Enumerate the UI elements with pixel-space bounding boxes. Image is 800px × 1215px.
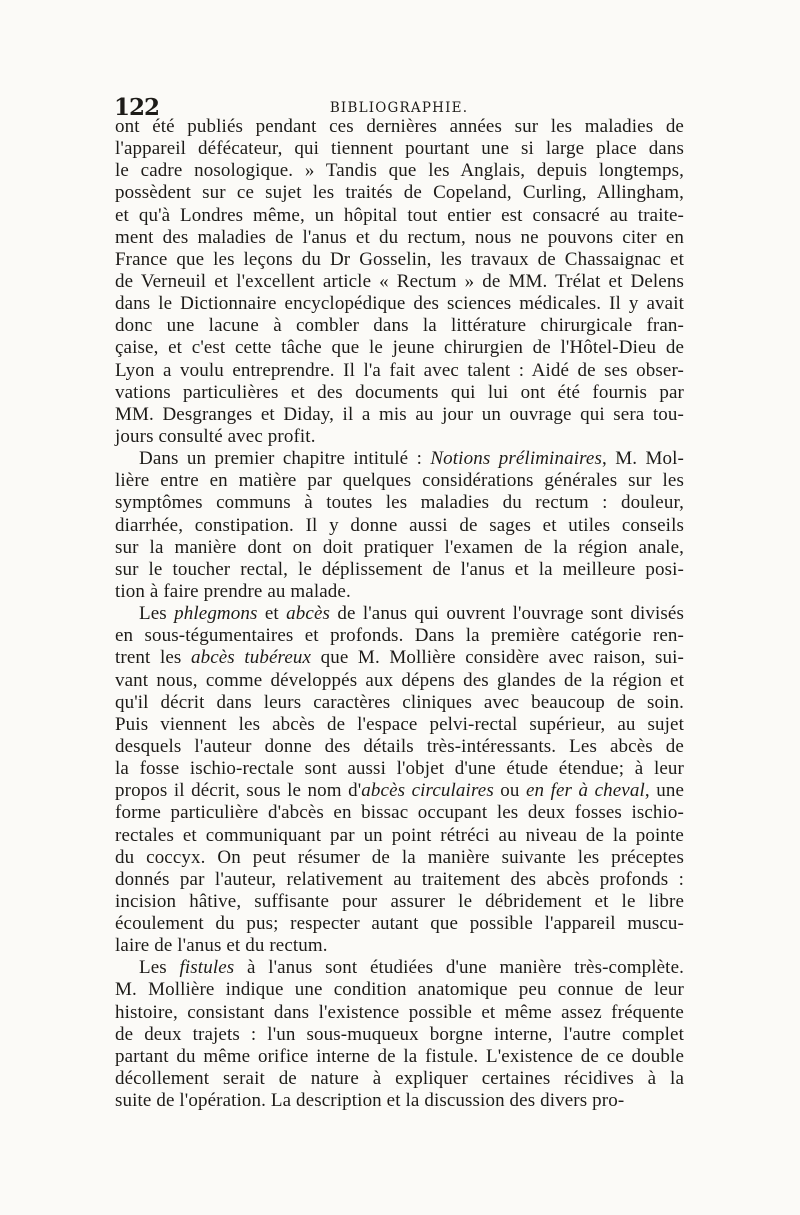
text-line xyxy=(115,802,684,824)
text-run: rectales et communiquant par un point rétréci au niveau de la pointe xyxy=(115,824,684,846)
text-run: partant du même orifice interne de la fistule. L'existence de ce double xyxy=(115,1045,684,1067)
text-run: histoire, consistant dans l'existence possible et même assez fréquente xyxy=(115,1001,684,1023)
text-run: , M. Mol- xyxy=(601,448,685,470)
text-run: du coccyx. On peut résumer de la manière suivante les préceptes xyxy=(115,846,684,868)
italic-term: fistules xyxy=(179,957,235,979)
text-line xyxy=(115,205,684,227)
text-line xyxy=(115,1024,684,1046)
text-line xyxy=(115,404,684,426)
text-line xyxy=(115,470,684,492)
text-run: à l'anus sont étudiées d'une manière très-complète. xyxy=(234,957,685,979)
text-line xyxy=(115,714,684,736)
italic-term: en fer à cheval xyxy=(525,780,645,802)
text-line xyxy=(115,249,684,271)
text-line xyxy=(115,271,684,293)
text-run: symptômes communs à toutes les maladies du rectum : douleur, xyxy=(115,492,684,514)
text-line xyxy=(115,1002,684,1024)
text-run: trent les xyxy=(115,647,191,669)
running-title: BIBLIOGRAPHIE. xyxy=(329,100,469,116)
text-line xyxy=(115,448,684,470)
text-run: écoulement du pus; respecter autant que possible l'appareil muscu- xyxy=(115,913,684,935)
text-run: Puis viennent les abcès de l'espace pelvi-rectal supérieur, au sujet xyxy=(115,713,684,735)
text-run: propos il décrit, sous le nom d' xyxy=(115,780,362,802)
text-line xyxy=(115,736,684,758)
text-run: ont été publiés pendant ces dernières années sur les maladies de xyxy=(115,116,684,137)
text-line xyxy=(115,825,684,847)
text-run: M. Mollière indique une condition anatomique peu connue de leur xyxy=(115,979,684,1001)
text-run: et qu'à Londres même, un hôpital tout entier est consacré au traite- xyxy=(115,204,684,226)
text-run: vations particulières et des documents qui lui ont été fournis par xyxy=(115,381,684,403)
text-run: tion à faire prendre au malade. xyxy=(115,580,351,602)
text-line xyxy=(115,979,684,1001)
text-line xyxy=(115,426,684,448)
text-line xyxy=(115,935,684,957)
italic-term: abcès xyxy=(286,603,331,625)
text-line xyxy=(115,603,684,625)
text-run: Les xyxy=(139,603,175,625)
text-run: donnés par l'auteur, relativement au traitement des abcès profonds : xyxy=(115,868,684,890)
text-line xyxy=(115,138,684,160)
text-run: lière entre en matière par quelques considérations générales sur les xyxy=(115,470,684,492)
italic-term: abcès circulaires xyxy=(361,780,494,802)
italic-term: Notions préliminaires xyxy=(430,448,602,470)
text-run: çaise, et c'est cette tâche que le jeune chirurgien de l'Hôtel-Dieu de xyxy=(115,337,684,359)
text-line xyxy=(115,1068,684,1090)
text-run: que M. Mollière considère avec raison, sui- xyxy=(311,647,685,669)
text-line xyxy=(115,293,684,315)
text-line xyxy=(115,957,684,979)
text-line xyxy=(115,692,684,714)
text-run: possèdent sur ce sujet les traités de Copeland, Curling, Allingham, xyxy=(115,182,684,204)
text-run: et xyxy=(257,603,287,625)
text-run: MM. Desgranges et Diday, il a mis au jour un ouvrage qui sera tou- xyxy=(115,403,684,425)
text-run: suite de l'opération. La description et la discussion des divers pro- xyxy=(115,1090,625,1112)
text-run: donc une lacune à combler dans la littérature chirurgicale fran- xyxy=(115,315,684,337)
text-line xyxy=(115,758,684,780)
text-run: Lyon a voulu entreprendre. Il l'a fait avec talent : Aidé de ses obser- xyxy=(115,359,684,381)
text-line xyxy=(115,625,684,647)
text-run: qu'il décrit dans leurs caractères cliniques avec beaucoup de soin. xyxy=(115,691,684,713)
text-line xyxy=(115,869,684,891)
text-line xyxy=(115,315,684,337)
text-run: vant nous, comme développés aux dépens des glandes de la région et xyxy=(115,669,684,691)
text-run: sur la manière dont on doit pratiquer l'examen de la région anale, xyxy=(115,536,684,558)
text-line xyxy=(115,1046,684,1068)
text-line xyxy=(115,1090,684,1112)
text-run: de deux trajets : l'un sous-muqueux borgne interne, l'autre complet xyxy=(115,1023,684,1045)
text-run: de l'anus qui ouvrent l'ouvrage sont divisés xyxy=(330,603,684,625)
text-run: l'appareil défécateur, qui tiennent pourtant une si large place dans xyxy=(115,138,684,160)
text-run: de Verneuil et l'excellent article « Rectum » de MM. Trélat et Delens xyxy=(115,270,684,292)
text-run: la fosse ischio-rectale sont aussi l'objet d'une étude étendue; à leur xyxy=(115,758,684,780)
text-line xyxy=(115,780,684,802)
text-line xyxy=(115,116,684,138)
text-run: incision hâtive, suffisante pour assurer le débridement et le libre xyxy=(115,890,684,912)
text-run: laire de l'anus et du rectum. xyxy=(115,935,328,957)
text-line xyxy=(115,337,684,359)
text-line xyxy=(115,182,684,204)
text-run: desquels l'auteur donne des détails très-intéressants. Les abcès de xyxy=(115,735,684,757)
italic-term: abcès tubéreux xyxy=(190,647,312,669)
text-line xyxy=(115,160,684,182)
page-number: 122 xyxy=(114,94,160,121)
text-line xyxy=(115,360,684,382)
text-run: , une xyxy=(644,780,685,802)
text-run: diarrhée, constipation. Il y donne aussi de sages et utiles conseils xyxy=(115,514,684,536)
text-line xyxy=(115,492,684,514)
text-line xyxy=(115,382,684,404)
text-run: France que les leçons du Dr Gosselin, les travaux de Chassaignac et xyxy=(115,248,684,270)
text-run: forme particulière d'abcès en bissac occupant les deux fosses ischio- xyxy=(115,802,684,824)
text-line xyxy=(115,891,684,913)
text-line xyxy=(115,559,684,581)
text-run: en sous-tégumentaires et profonds. Dans la première catégorie ren- xyxy=(115,625,684,647)
italic-term: phlegmons xyxy=(174,603,258,625)
text-line xyxy=(115,913,684,935)
text-run: décollement serait de nature à expliquer certaines récidives à la xyxy=(115,1068,684,1090)
text-run: dans le Dictionnaire encyclopédique des sciences médicales. Il y avait xyxy=(115,293,684,315)
body-text xyxy=(115,116,684,1112)
text-run: le cadre nosologique. » Tandis que les Anglais, depuis longtemps, xyxy=(115,160,684,182)
text-run: Dans un premier chapitre intitulé : xyxy=(139,448,431,470)
text-line xyxy=(115,537,684,559)
text-line xyxy=(115,847,684,869)
text-line xyxy=(115,515,684,537)
text-line xyxy=(115,227,684,249)
text-line xyxy=(115,647,684,669)
text-run: ou xyxy=(493,780,526,802)
text-run: sur le toucher rectal, le déplissement de l'anus et la meilleure posi- xyxy=(115,558,684,580)
text-line xyxy=(115,581,684,603)
text-run: ment des maladies de l'anus et du rectum, nous ne pouvons citer en xyxy=(115,226,684,248)
text-run: jours consulté avec profit. xyxy=(115,425,316,447)
text-run: Les xyxy=(139,957,180,979)
text-line xyxy=(115,670,684,692)
